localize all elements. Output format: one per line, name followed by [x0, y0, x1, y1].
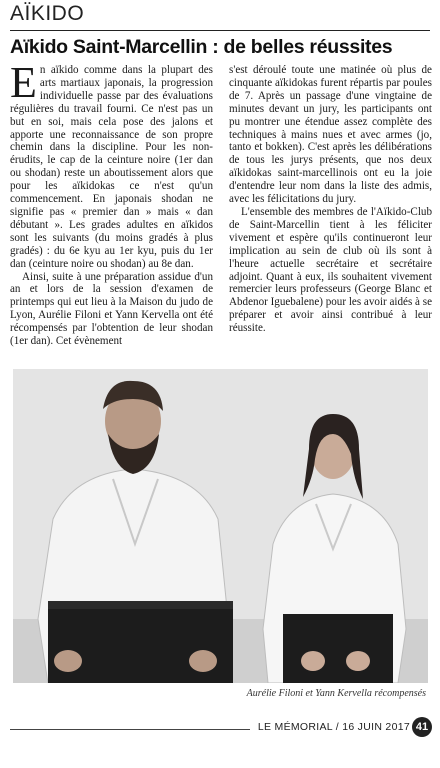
paragraph: L'ensemble des membres de l'Aïkido-Club de Saint-Marcellin tient à les féliciter vivement et espère qu'ils continueront leur implication au sein de club où ils sont à l'heure actuelle secrétaire et secrétaire adjoint. Quant à eux, ils souhaitent vivement remercier leurs professeurs (George Blanc et Abdenor Iguebalene) pour les avoir aidés à se préparer et avoir ainsi contribué à leur réussite.	[229, 205, 432, 335]
paragraph	[10, 58, 213, 271]
section-label: AÏKIDO	[10, 2, 85, 25]
footer-rule	[10, 729, 250, 730]
photo	[13, 369, 428, 683]
article-column-2	[229, 64, 432, 335]
footer-publication: LE MÉMORIAL / 16 JUIN 2017	[257, 721, 410, 733]
paragraph-text: n aïkido comme dans la plupart des arts martiaux japonais, la progression individuelle passe par des évaluations régulières du travail fourni. Ce n'est pas un but en soi, mais cela pose des jalons et apporte une reconnaissance de son propre chemin dans la discipline. Pour les non-érudits, le cap de la ceinture noire (1er dan ou shodan) reste un aboutissement alors que pour les aïkidokas ce n'est qu'un commencement. En japonais shodan ne signifie pas « premier dan » mais « dan débutant ». Les grades adultes en aïkidos sont les suivants (du moins gradés à plus gradés) : du 6e kyu au 1er kyu, puis du 1er dan (ceinture noire ou shodan) au 8e dan.	[10, 64, 213, 270]
top-rule	[10, 30, 430, 31]
photo-illustration	[13, 369, 428, 683]
page-number-badge: 41	[412, 717, 432, 737]
drop-cap: E	[10, 58, 37, 107]
headline: Aïkido Saint-Marcellin : de belles réussites	[10, 36, 393, 58]
paragraph: Ainsi, suite à une préparation assidue d'un an et lors de la session d'examen de printemps qui eut lieu à la Maison du judo de Lyon, Aurélie Filoni et Yann Kervella ont été récompensés par l'obtention de leur shodan (1er dan). Cet évènement	[10, 270, 213, 348]
photo-caption: Aurélie Filoni et Yann Kervella récompensés	[246, 688, 426, 699]
paragraph: s'est déroulé toute une matinée où plus de cinquante aïkidokas furent répartis par poules de 7. Après un passage d'une vingtaine de minutes devant un jury, les participants ont pu montrer une étendue assez complète des techniques à mains nues et avec armes (jo, tanto et bokken). C'est après les délibérations de tous les jurys présents, que nos deux aïkidokas saint-marcellinois ont eu la joie d'entendre leur nom dans la liste des admis, avec les félicitations du jury.	[229, 64, 432, 206]
article-column-1	[10, 58, 213, 348]
